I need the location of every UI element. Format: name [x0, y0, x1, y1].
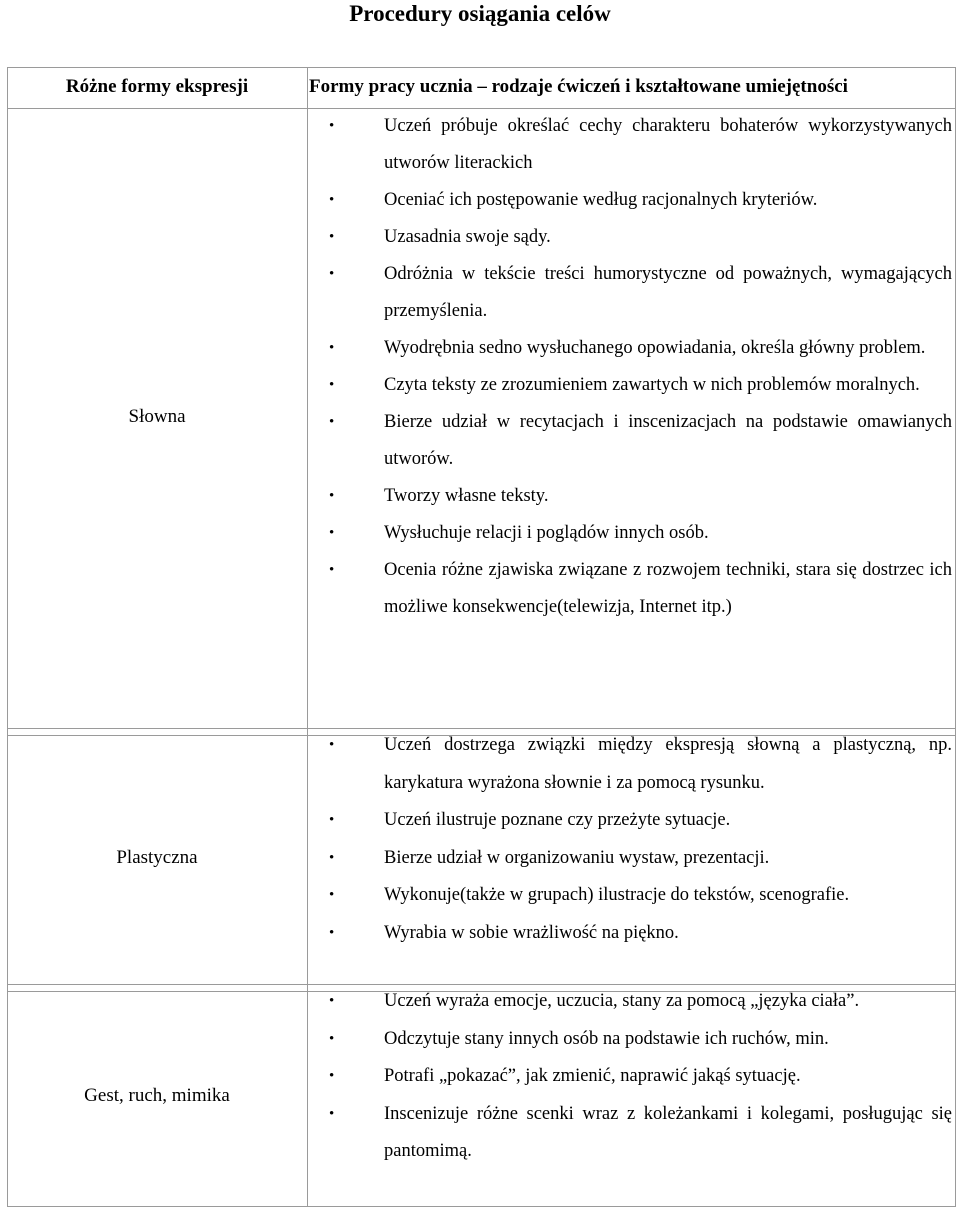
form-label-visual: Plastyczna	[116, 847, 198, 868]
header-forms: Różne formy ekspresji	[65, 76, 249, 97]
list-item-text: Oceniać ich postępowanie według racjonalnych kryteriów.	[384, 190, 818, 210]
bullet-icon: •	[329, 192, 335, 208]
bullet-icon: •	[329, 266, 335, 282]
list-item-text: Uczeń wyraża emocje, uczucia, stany za pomocą „języka ciała”.	[384, 991, 860, 1011]
list-item-text: Ocenia różne zjawiska związane z rozwojem techniki, stara się dostrzec ich możliwe konsekwencje(telewizja, Internet itp.)	[384, 560, 952, 617]
list-item	[329, 219, 952, 256]
list-item-text: Uczeń dostrzega związki między ekspresją słowną a plastyczną, np. karykatura wyrażona słownie i za pomocą rysunku.	[384, 735, 952, 793]
bullet-icon: •	[329, 377, 335, 393]
activity-list-visual	[329, 727, 952, 952]
bullet-icon: •	[329, 1068, 335, 1084]
list-item-text: Uzasadnia swoje sądy.	[384, 227, 551, 247]
list-item-text: Odróżnia w tekście treści humorystyczne od poważnych, wymagających przemyślenia.	[384, 264, 952, 321]
bullet-icon: •	[329, 229, 335, 245]
list-item-text: Czyta teksty ze zrozumieniem zawartych w nich problemów moralnych.	[384, 375, 920, 395]
list-item	[329, 330, 952, 367]
bullet-icon: •	[329, 993, 335, 1009]
list-item	[329, 802, 952, 840]
list-item-text: Tworzy własne teksty.	[384, 486, 549, 506]
bullet-icon: •	[329, 525, 335, 541]
list-item	[329, 552, 952, 626]
bullet-icon: •	[329, 118, 335, 134]
list-item-text: Uczeń ilustruje poznane czy przeżyte sytuacje.	[384, 810, 731, 830]
bullet-icon: •	[329, 1030, 335, 1047]
list-item	[329, 108, 952, 182]
bullet-icon: •	[329, 887, 335, 903]
list-item-text: Odczytuje stany innych osób na podstawie ich ruchów, min.	[384, 1028, 829, 1049]
bullet-icon: •	[329, 414, 335, 430]
list-item-text: Bierze udział w recytacjach i inscenizacjach na podstawie omawianych utworów.	[384, 412, 952, 469]
form-label-gesture: Gest, ruch, mimika	[84, 1085, 230, 1106]
list-item	[329, 983, 952, 1021]
form-label-verbal: Słowna	[128, 406, 186, 427]
bullet-icon: •	[329, 1105, 335, 1122]
list-item	[329, 1096, 952, 1171]
list-item	[329, 478, 952, 515]
bullet-icon: •	[329, 562, 335, 578]
bullet-icon: •	[329, 849, 335, 866]
table-border-right	[955, 67, 956, 1207]
bullet-icon: •	[329, 924, 335, 941]
bullet-icon: •	[329, 488, 335, 504]
list-item-text: Wyodrębnia sedno wysłuchanego opowiadania, określa główny problem.	[384, 338, 926, 358]
list-item	[329, 877, 952, 915]
list-item-text: Wysłuchuje relacji i poglądów innych osób.	[384, 523, 709, 543]
table-border-left	[7, 67, 8, 1207]
header-activities: Formy pracy ucznia – rodzaje ćwiczeń i kształtowane umiejętności	[309, 76, 848, 97]
list-item	[329, 915, 952, 953]
list-item-text: Wyrabia w sobie wrażliwość na piękno.	[384, 922, 679, 943]
list-item	[329, 840, 952, 878]
list-item-text: Wykonuje(także w grupach) ilustracje do tekstów, scenografie.	[384, 885, 850, 905]
page-title: Procedury osiągania celów	[349, 1, 611, 26]
list-item	[329, 256, 952, 330]
list-item	[329, 515, 952, 552]
list-item	[329, 182, 952, 219]
bullet-icon: •	[329, 737, 335, 753]
list-item	[329, 727, 952, 802]
list-item-text: Inscenizuje różne scenki wraz z koleżankami i kolegami, posługując się pantomimą.	[384, 1103, 952, 1161]
procedures-table	[7, 67, 956, 1207]
list-item	[329, 367, 952, 404]
activity-list-gesture	[329, 983, 952, 1171]
column-divider	[307, 67, 308, 1207]
list-item-text: Potrafi „pokazać”, jak zmienić, naprawić jakąś sytuację.	[384, 1066, 801, 1086]
list-item-text: Bierze udział w organizowaniu wystaw, prezentacji.	[384, 847, 770, 868]
list-item	[329, 1058, 952, 1096]
list-item	[329, 404, 952, 478]
bullet-icon: •	[329, 812, 335, 828]
bullet-icon: •	[329, 340, 335, 356]
list-item-text: Uczeń próbuje określać cechy charakteru bohaterów wykorzystywanych utworów literackich	[384, 116, 952, 173]
table-border-bottom	[7, 1206, 956, 1207]
list-item	[329, 1021, 952, 1059]
activity-list-verbal	[329, 108, 952, 626]
